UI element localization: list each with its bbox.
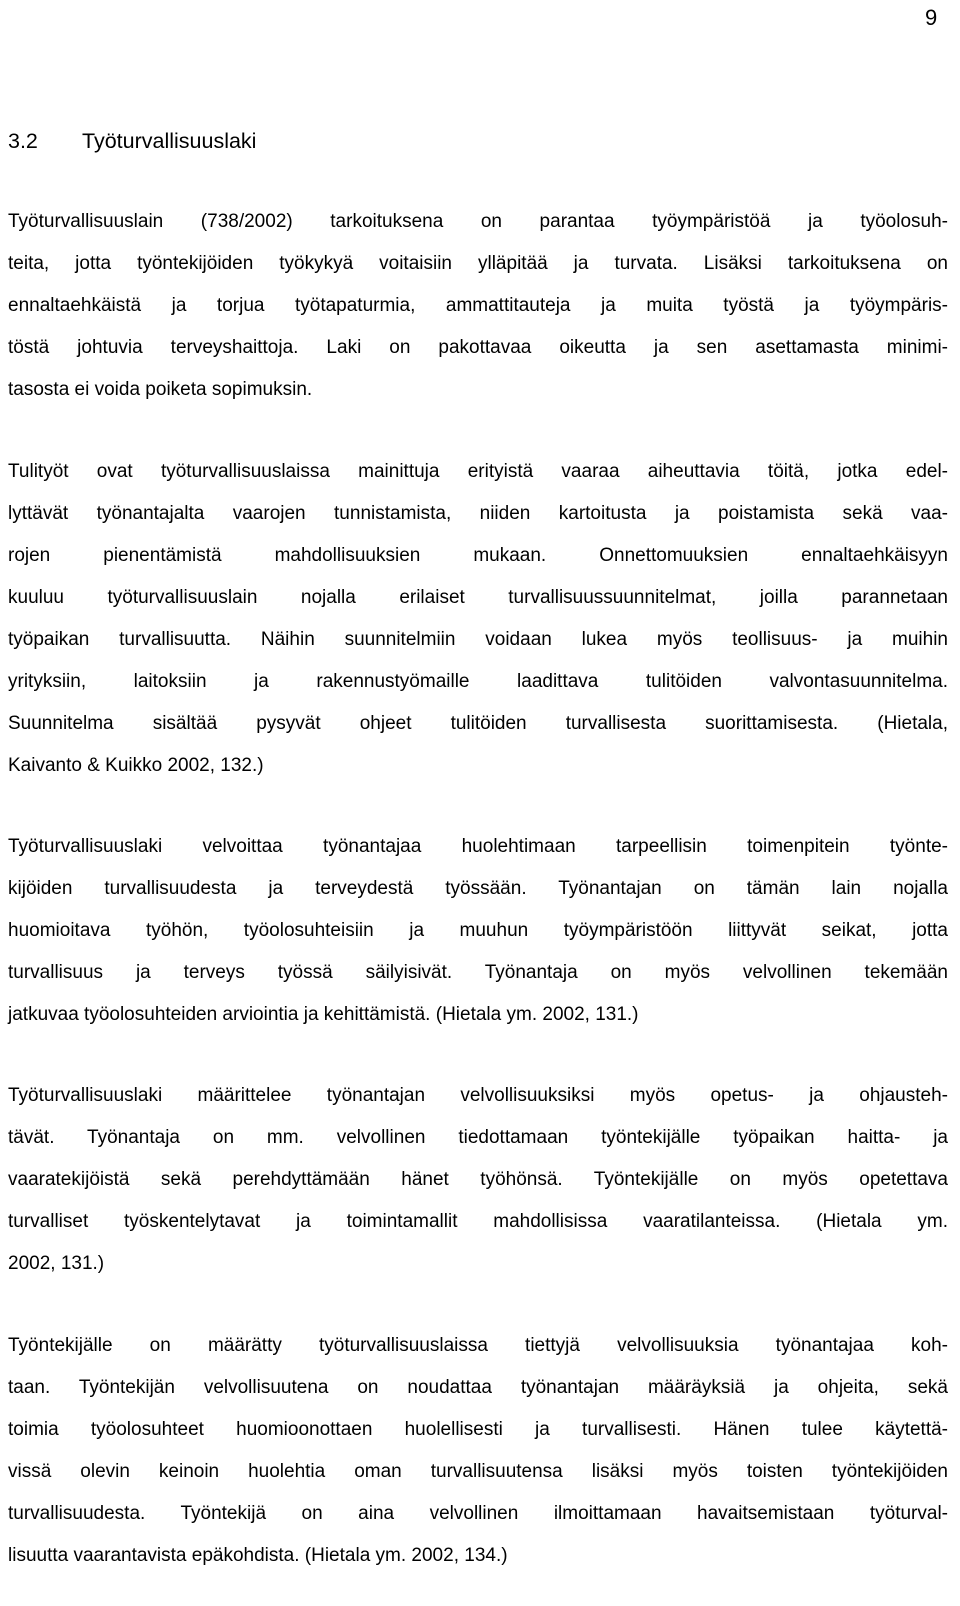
text-line: huomioitava työhön, työolosuhteisiin ja muuhun työympäristöön liittyvät seikat, jotta [8, 920, 948, 941]
paragraph-2 [8, 451, 948, 787]
text-line: lisuutta vaarantavista epäkohdista. (Hietala ym. 2002, 134.) [8, 1545, 508, 1566]
section-number: 3.2 [8, 129, 38, 153]
text-line: toimia työolosuhteet huomioonottaen huolellisesti ja turvallisesti. Hänen tulee käytettä- [8, 1419, 948, 1440]
text-line: turvalliset työskentelytavat ja toimintamallit mahdollisissa vaaratilanteissa. (Hietala ym. [8, 1211, 948, 1232]
text-line: kijöiden turvallisuudesta ja terveydestä työssään. Työnantajan on tämän lain nojalla [8, 878, 948, 899]
paragraph-3 [8, 826, 948, 1036]
paragraph-1 [8, 201, 948, 411]
text-line: teita, jotta työntekijöiden työkykyä voitaisiin ylläpitää ja turvata. Lisäksi tarkoituksena on [8, 253, 948, 274]
text-line: turvallisuus ja terveys työssä säilyisivät. Työnantaja on myös velvollinen tekemään [8, 962, 948, 983]
text-line: vaaratekijöistä sekä perehdyttämään hänet työhönsä. Työntekijälle on myös opetettava [8, 1169, 948, 1190]
section-title: Työturvallisuuslaki [82, 129, 257, 153]
text-line: turvallisuudesta. Työntekijä on aina velvollinen ilmoittamaan havaitsemistaan työturval- [8, 1503, 948, 1524]
text-line: Tulityöt ovat työturvallisuuslaissa mainittuja erityistä vaaraa aiheuttavia töitä, jotka edel- [8, 461, 948, 482]
text-line: Suunnitelma sisältää pysyvät ohjeet tulitöiden turvallisesta suorittamisesta. (Hietala, [8, 713, 948, 734]
text-line: töstä johtuvia terveyshaittoja. Laki on pakottavaa oikeutta ja sen asettamasta minimi- [8, 337, 948, 358]
page-number: 9 [925, 5, 938, 30]
text-line: rojen pienentämistä mahdollisuuksien mukaan. Onnettomuuksien ennaltaehkäisyyn [8, 545, 948, 566]
text-line: 2002, 131.) [8, 1253, 105, 1274]
text-line: lyttävät työnantajalta vaarojen tunnistamista, niiden kartoitusta ja poistamista sekä vaa- [8, 503, 948, 524]
text-line: kuuluu työturvallisuuslain nojalla erilaiset turvallisuussuunnitelmat, joilla parannetaan [8, 587, 948, 608]
text-line: Työturvallisuuslaki velvoittaa työnantajaa huolehtimaan tarpeellisin toimenpitein työnte- [8, 836, 948, 857]
text-line: Kaivanto & Kuikko 2002, 132.) [8, 755, 264, 776]
text-line: tasosta ei voida poiketa sopimuksin. [8, 379, 313, 400]
paragraph-4 [8, 1075, 948, 1285]
paragraph-5 [8, 1325, 948, 1577]
text-line: taan. Työntekijän velvollisuutena on noudattaa työnantajan määräyksiä ja ohjeita, sekä [8, 1377, 948, 1398]
text-line: ennaltaehkäistä ja torjua työtapaturmia, ammattitauteja ja muita työstä ja työympäris- [8, 295, 948, 316]
text-line: yrityksiin, laitoksiin ja rakennustyömaille laadittava tulitöiden valvontasuunnitelma. [8, 671, 948, 692]
text-line: Työturvallisuuslain (738/2002) tarkoituksena on parantaa työympäristöä ja työolosuh- [8, 211, 948, 232]
section-heading [8, 127, 256, 155]
text-line: vissä olevin keinoin huolehtia oman turvallisuutensa lisäksi myös toisten työntekijöiden [8, 1461, 948, 1482]
text-line: tävät. Työnantaja on mm. velvollinen tiedottamaan työntekijälle työpaikan haitta- ja [8, 1127, 948, 1148]
text-line: työpaikan turvallisuutta. Näihin suunnitelmiin voidaan lukea myös teollisuus- ja muihin [8, 629, 948, 650]
text-line: jatkuvaa työolosuhteiden arviointia ja kehittämistä. (Hietala ym. 2002, 131.) [8, 1004, 639, 1025]
text-line: Työturvallisuuslaki määrittelee työnantajan velvollisuuksiksi myös opetus- ja ohjausteh- [8, 1085, 948, 1106]
text-line: Työntekijälle on määrätty työturvallisuuslaissa tiettyjä velvollisuuksia työnantajaa koh- [8, 1335, 948, 1356]
